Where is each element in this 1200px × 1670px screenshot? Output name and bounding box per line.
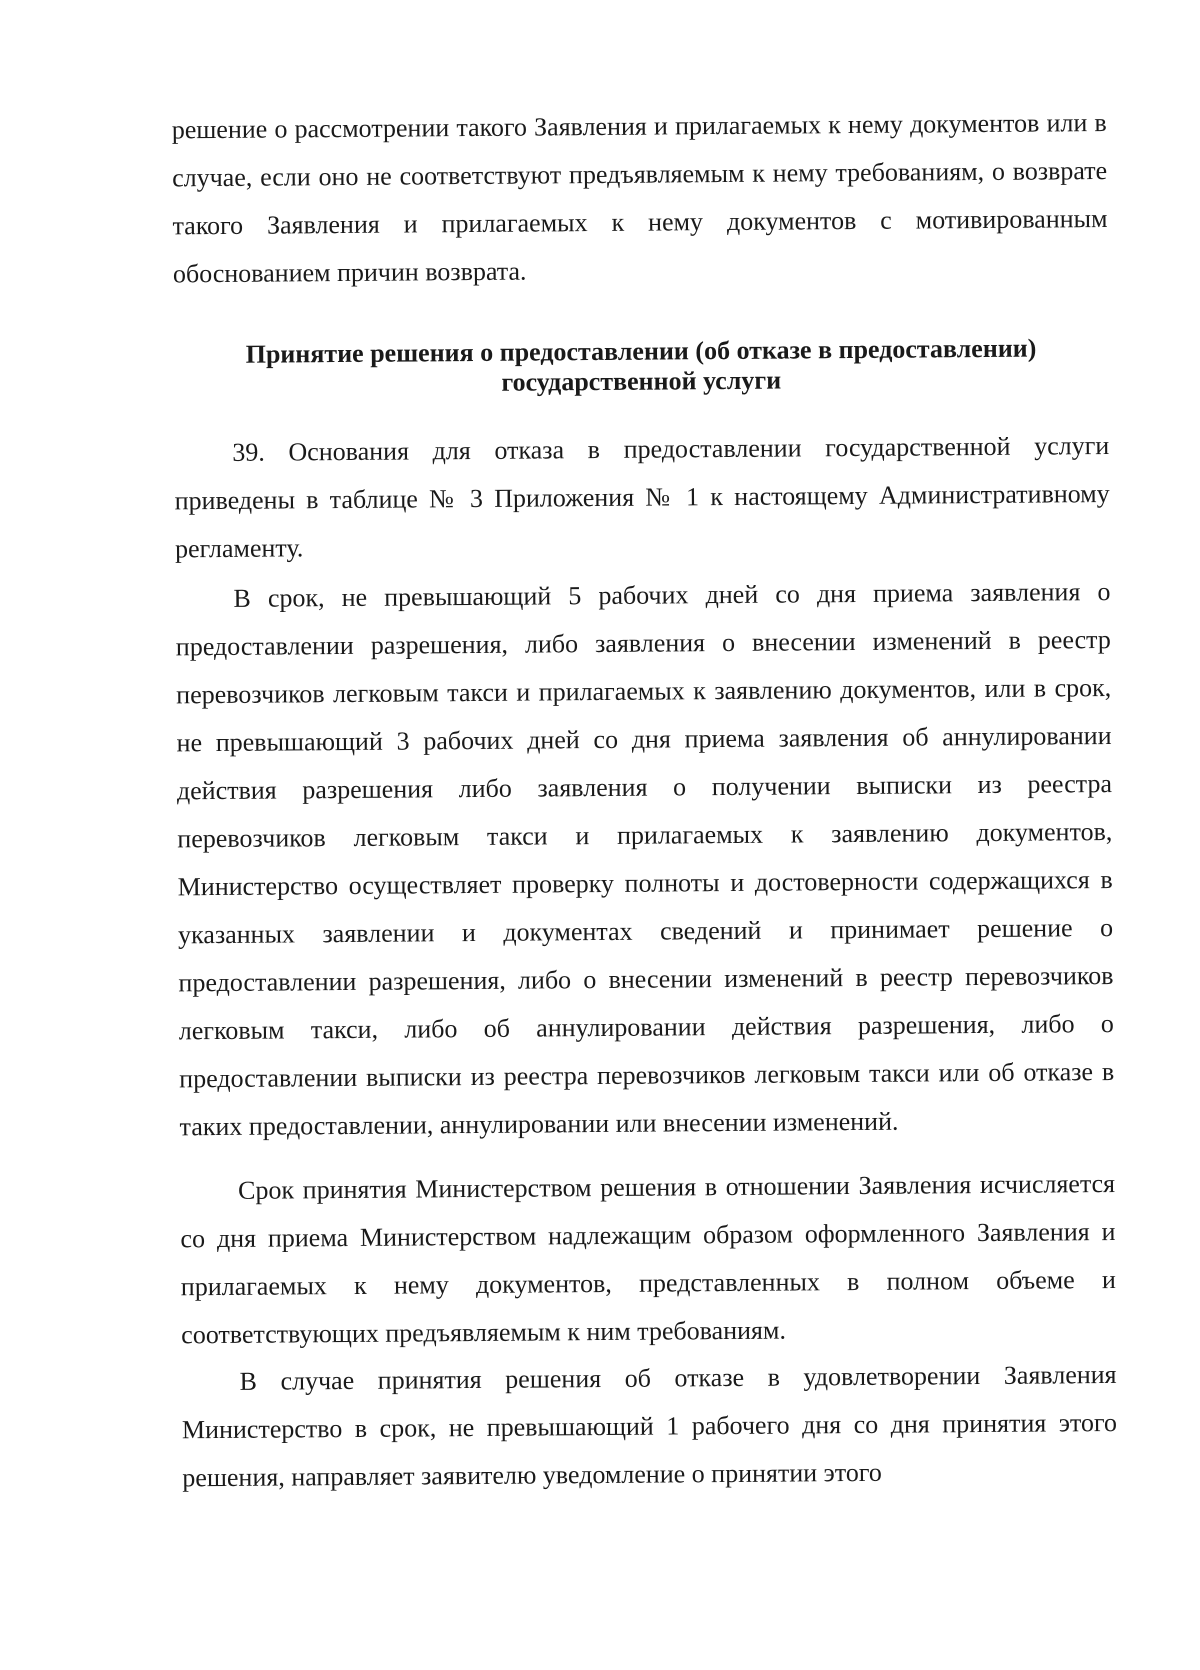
paragraph-refusal: В случае принятия решения об отказе в удовлетворении Заявления Министерство в срок, не превышающий 1 рабочего дня со дня принятия этого решения, направляет заявителю уведомление о принятии этого bbox=[181, 1359, 1118, 1493]
section-heading bbox=[173, 333, 1108, 400]
section-heading-line-1: Принятие решения о предоставлении (об отказе в предоставлении) bbox=[245, 333, 1037, 369]
section-heading-line-2: государственной услуги bbox=[501, 365, 782, 397]
paragraph-decision-term: Срок принятия Министерством решения в отношении Заявления исчисляется со дня приема Министерством надлежащим образом оформленного Заявления и прилагаемых к нему документов, представленных в полном объеме и соответствующих предъявляемым к ним требованиям. bbox=[180, 1168, 1116, 1350]
paragraph-39: 39. Основания для отказа в предоставлении государственной услуги приведены в таблице № 3 Приложения № 1 к настоящему Административному регламенту. bbox=[174, 430, 1110, 564]
paragraph-intro: решение о рассмотрении такого Заявления и прилагаемых к нему документов или в случае, если оно не соответствуют предъявляемым к нему требованиям, о возврате такого Заявления и прилагаемых к нему документов с мотивированным обоснованием причин возврата. bbox=[171, 108, 1108, 289]
paragraph-deadline-review: В срок, не превышающий 5 рабочих дней со дня приема заявления о предоставлении разрешения, либо заявления о внесении изменений в реестр перевозчиков легковым такси и прилагаемых к заявлению документов, или в срок, не превышающий 3 рабочих дней со дня приема заявления об аннулировании действия разрешения либо заявления о получении выписки из реестра перевозчиков легковым такси и прилагаемых к заявлению документов, Министерство осуществляет проверку полноты и достоверности содержащихся в указанных заявлении и документах сведений и принимает решение о предоставлении разрешения, либо о внесении изменений в реестр перевозчиков легковым такси, либо об аннулировании действия разрешения, либо о предоставлении выписки из реестра перевозчиков легковым такси или об отказе в таких предоставлении, аннулировании или внесении изменений. bbox=[175, 576, 1115, 1142]
